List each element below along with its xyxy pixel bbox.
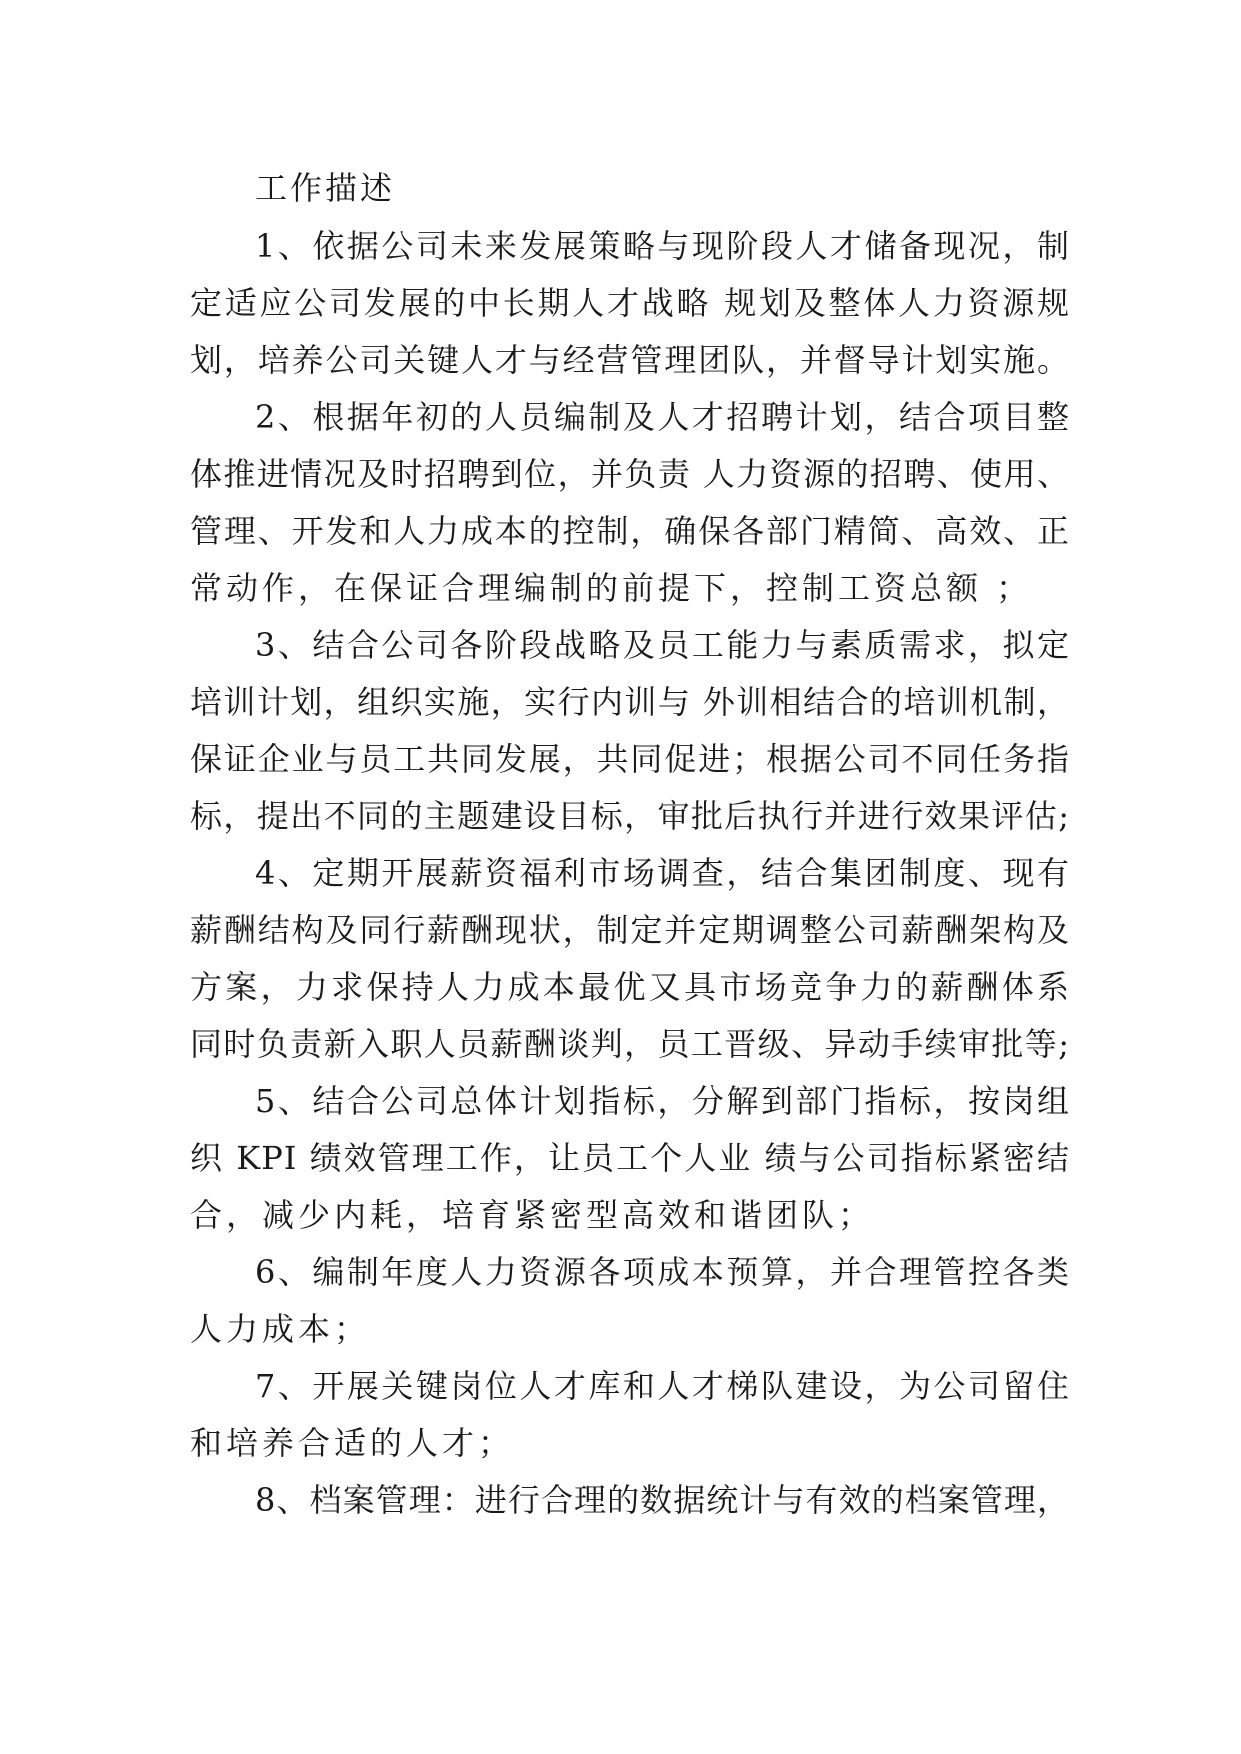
paragraph-line: 标，提出不同的主题建设目标，审批后执行并进行效果评估; <box>190 797 1070 835</box>
paragraph-3 <box>190 617 1070 845</box>
paragraph-line: 管理、开发和人力成本的控制，确保各部门精简、高效、正 <box>190 512 1070 550</box>
paragraph-line: 定适应公司发展的中长期人才战略 规划及整体人力资源规 <box>190 284 1070 322</box>
paragraph-line: 和培养合适的人才； <box>190 1424 515 1462</box>
paragraph-8 <box>190 1472 1070 1529</box>
paragraph-line: 织 KPI 绩效管理工作，让员工个人业 绩与公司指标紧密结 <box>190 1139 1070 1177</box>
paragraph-line: 常动作，在保证合理编制的前提下，控制工资总额 ； <box>190 569 1033 607</box>
paragraph-1 <box>190 218 1070 389</box>
paragraph-line: 8、档案管理：进行合理的数据统计与有效的档案管理， <box>255 1481 1070 1519</box>
paragraph-line: 2、根据年初的人员编制及人才招聘计划，结合项目整 <box>255 398 1070 436</box>
paragraph-line: 1、依据公司未来发展策略与现阶段人才储备现况，制 <box>255 227 1070 265</box>
paragraph-line: 划，培养公司关键人才与经营管理团队，并督导计划实施。 <box>190 341 1070 379</box>
paragraph-line: 薪酬结构及同行薪酬现状，制定并定期调整公司薪酬架构及 <box>190 911 1070 949</box>
paragraph-line: 同时负责新入职人员薪酬谈判，员工晋级、异动手续审批等; <box>190 1025 1070 1063</box>
paragraph-line: 3、结合公司各阶段战略及员工能力与素质需求，拟定 <box>255 626 1070 664</box>
paragraph-line: 6、编制年度人力资源各项成本预算，并合理管控各类 <box>255 1253 1070 1291</box>
paragraph-2 <box>190 389 1070 617</box>
paragraph-line: 方案，力求保持人力成本最优又具市场竞争力的薪酬体系 <box>190 968 1070 1006</box>
paragraph-line: 培训计划，组织实施，实行内训与 外训相结合的培训机制， <box>190 683 1070 721</box>
paragraph-line: 合，减少内耗，培育紧密型高效和谐团队； <box>190 1196 875 1234</box>
paragraph-4 <box>190 845 1070 1073</box>
paragraph-7 <box>190 1358 1070 1472</box>
paragraph-line: 5、结合公司总体计划指标，分解到部门指标，按岗组 <box>255 1082 1070 1120</box>
paragraph-line: 7、开展关键岗位人才库和人才梯队建设，为公司留住 <box>255 1367 1070 1405</box>
document-body <box>190 158 1070 1529</box>
paragraph-line: 人力成本； <box>190 1310 371 1348</box>
paragraph-5 <box>190 1073 1070 1244</box>
paragraph-line: 保证企业与员工共同发展，共同促进；根据公司不同任务指 <box>190 740 1070 778</box>
paragraph-line: 体推进情况及时招聘到位，并负责 人力资源的招聘、使用、 <box>190 455 1070 493</box>
document-heading: 工作描述 <box>255 169 396 207</box>
paragraph-6 <box>190 1244 1070 1358</box>
paragraph-line: 4、定期开展薪资福利市场调查，结合集团制度、现有 <box>255 854 1070 892</box>
